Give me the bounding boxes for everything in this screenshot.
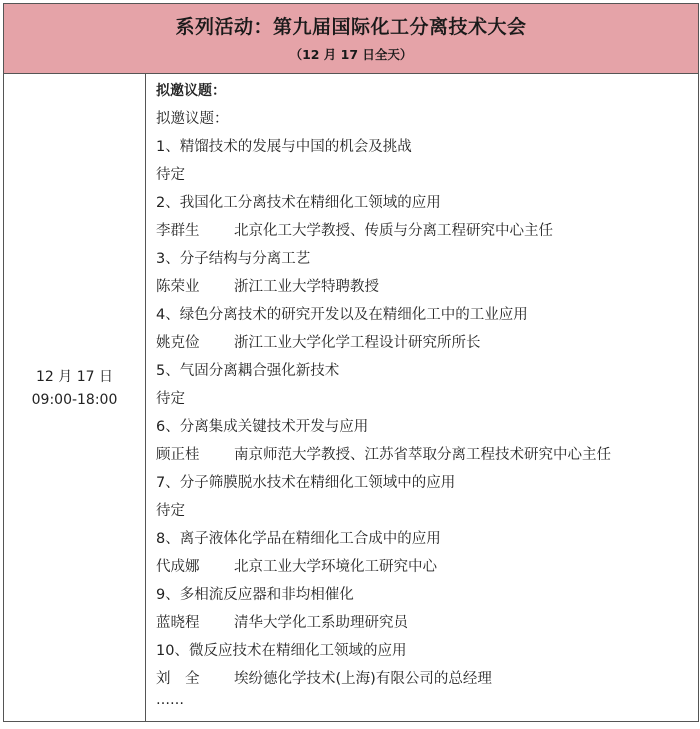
event-date: 12 月 17 日	[36, 369, 113, 385]
agenda-speaker	[156, 217, 698, 245]
agenda-topic: 1、精馏技术的发展与中国的机会及挑战	[156, 139, 412, 155]
agenda-content-cell	[146, 74, 698, 722]
speaker-affiliation: 北京化工大学教授、传质与分离工程研究中心主任	[234, 223, 553, 239]
agenda-topic: 9、多相流反应器和非均相催化	[156, 587, 354, 603]
agenda-ellipsis: ……	[156, 692, 184, 708]
speaker-affiliation: 北京工业大学环境化工研究中心	[234, 559, 437, 575]
page-subtitle: （12 月 17 日全天）	[289, 47, 413, 62]
agenda-topic: 7、分子筛膜脱水技术在精细化工领域中的应用	[156, 475, 456, 491]
speaker-affiliation: 埃纷德化学技术(上海)有限公司的总经理	[234, 671, 492, 687]
page-title: 系列活动：第九届国际化工分离技术大会	[175, 16, 527, 38]
agenda-topic: 3、分子结构与分离工艺	[156, 251, 311, 267]
date-cell	[4, 74, 146, 722]
agenda-speaker	[156, 665, 698, 693]
agenda-topic: 6、分离集成关键技术开发与应用	[156, 419, 369, 435]
speaker-name: 待定	[156, 391, 185, 407]
agenda-speaker	[156, 609, 698, 637]
speaker-name: 李群生	[156, 223, 200, 239]
agenda-heading: 拟邀议题：	[156, 83, 226, 99]
speaker-name: 待定	[156, 503, 185, 519]
speaker-name: 陈荣业	[156, 279, 200, 295]
agenda-speaker	[156, 161, 698, 189]
agenda-speaker	[156, 329, 698, 357]
speaker-name: 蓝晓程	[156, 615, 200, 631]
table-header	[4, 4, 698, 74]
speaker-name: 顾正桂	[156, 447, 200, 463]
speaker-affiliation: 浙江工业大学化学工程设计研究所所长	[234, 335, 481, 351]
event-time: 09:00-18:00	[31, 392, 118, 408]
speaker-affiliation: 浙江工业大学特聘教授	[234, 279, 379, 295]
speaker-name: 代成娜	[156, 559, 200, 575]
speaker-affiliation: 南京师范大学教授、江苏省萃取分离工程技术研究中心主任	[234, 447, 611, 463]
agenda-list	[156, 105, 698, 713]
speaker-affiliation: 清华大学化工系助理研究员	[234, 615, 408, 631]
agenda-speaker	[156, 273, 698, 301]
agenda-speaker	[156, 497, 698, 525]
speaker-name: 待定	[156, 167, 185, 183]
agenda-topic: 10、微反应技术在精细化工领域的应用	[156, 643, 407, 659]
agenda-table	[3, 3, 699, 722]
table-body-row	[4, 74, 698, 722]
agenda-speaker	[156, 385, 698, 413]
speaker-name: 姚克俭	[156, 335, 200, 351]
agenda-speaker	[156, 441, 698, 469]
agenda-topic: 8、离子液体化学品在精细化工合成中的应用	[156, 531, 441, 547]
speaker-name: 刘 全	[156, 671, 200, 687]
agenda-topic: 5、气固分离耦合强化新技术	[156, 363, 340, 379]
agenda-intro: 拟邀议题：	[156, 111, 229, 127]
agenda-topic: 2、我国化工分离技术在精细化工领域的应用	[156, 195, 441, 211]
agenda-topic: 4、绿色分离技术的研究开发以及在精细化工中的工业应用	[156, 307, 528, 323]
agenda-speaker	[156, 553, 698, 581]
